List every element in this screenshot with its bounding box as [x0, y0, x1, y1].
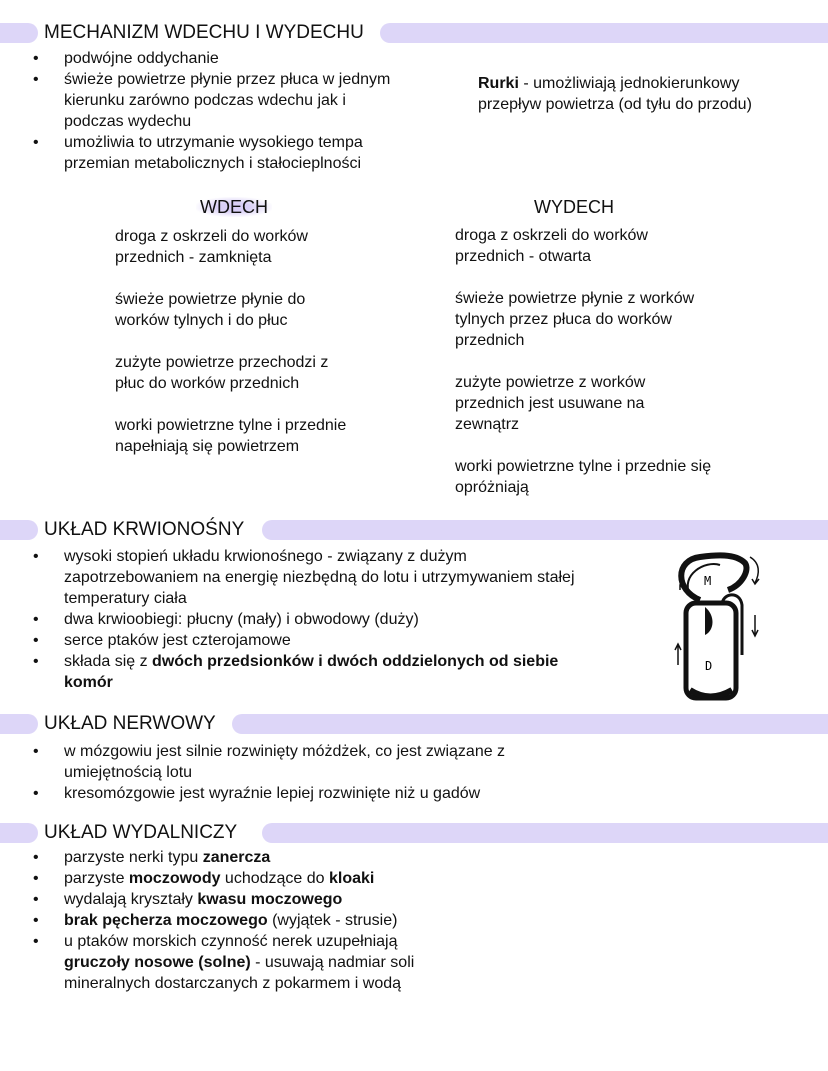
rurki-note	[478, 73, 798, 115]
section-header-wydalniczy	[0, 821, 828, 845]
arrow-icon	[750, 557, 759, 584]
section-title: MECHANIZM WDECHU I WYDECHU	[44, 22, 364, 43]
wdech-column	[115, 226, 375, 478]
label-m: M	[704, 574, 712, 588]
wydech-heading: WYDECH	[534, 197, 614, 217]
heart-diagram	[660, 545, 780, 705]
header-decor-right	[262, 520, 828, 540]
wydech-item: droga z oskrzeli do worków przednich - otwarta	[455, 227, 648, 265]
header-decor-right	[262, 823, 828, 843]
list-item: • dwa krwioobiegi: płucny (mały) i obwodowy (duży)	[0, 609, 600, 630]
list-item: • umożliwia to utrzymanie wysokiego tempa przemian metabolicznych i stałocieplności	[0, 132, 420, 174]
section-title: UKŁAD KRWIONOŚNY	[44, 519, 245, 540]
wdech-item: zużyte powietrze przechodzi z płuc do worków przednich	[115, 354, 329, 392]
wdech-item: worki powietrzne tylne i przednie napełniają się powietrzem	[115, 417, 347, 455]
krwionosny-bullets	[0, 546, 600, 693]
list-item: • składa się z dwóch przedsionków i dwóch oddzielonych od siebie komór	[0, 651, 564, 693]
list-item: • kresomózgowie jest wyraźnie lepiej rozwinięte niż u gadów	[0, 783, 600, 804]
wdech-heading: WDECH	[196, 196, 272, 218]
wydalniczy-bullets	[0, 847, 600, 994]
wydech-item: worki powietrzne tylne i przednie się opróżniają	[455, 458, 712, 496]
header-decor-left	[0, 823, 38, 843]
header-decor-right	[380, 23, 828, 43]
list-item: • parzyste nerki typu zanercza	[0, 847, 600, 868]
list-item: • u ptaków morskich czynność nerek uzupełniają gruczoły nosowe (solne) - usuwają nadmiar soli mineralnych dostarczanych z pokarmem i wodą	[0, 931, 464, 994]
mechanizm-bullets	[0, 48, 420, 174]
wdech-item: świeże powietrze płynie do worków tylnych i do płuc	[115, 291, 306, 329]
list-item: • podwójne oddychanie	[0, 48, 420, 69]
wydech-item: zużyte powietrze z worków przednich jest usuwane na zewnątrz	[455, 374, 646, 433]
list-item: • parzyste moczowody uchodzące do kloaki	[0, 868, 600, 889]
list-item: • świeże powietrze płynie przez płuca w jednym kierunku zarówno podczas wdechu jak i podczas wydechu	[0, 69, 409, 132]
list-item: • brak pęcherza moczowego (wyjątek - strusie)	[0, 910, 600, 931]
header-decor-left	[0, 23, 38, 43]
list-item: • wysoki stopień układu krwionośnego - związany z dużym zapotrzebowaniem na energię niezbędną do lotu i utrzymywaniem stałej temperatury ciała	[0, 546, 592, 609]
rurki-text: - umożliwiają jednokierunkowy przepływ powietrza (od tyłu do przodu)	[478, 75, 752, 113]
header-decor-left	[0, 520, 38, 540]
header-decor-right	[232, 714, 828, 734]
rurki-term: Rurki	[478, 75, 519, 92]
header-decor-left	[0, 714, 38, 734]
list-item: • w mózgowiu jest silnie rozwinięty móżdżek, co jest związane z umiejętnością lotu	[0, 741, 564, 783]
nerwowy-bullets	[0, 741, 600, 804]
section-header-mechanizm	[0, 21, 828, 45]
arrow-up-icon	[675, 644, 681, 665]
list-item: • serce ptaków jest czterojamowe	[0, 630, 600, 651]
wydech-item: świeże powietrze płynie z worków tylnych przez płuca do worków przednich	[455, 290, 695, 349]
section-header-nerwowy	[0, 712, 828, 736]
wydech-column	[455, 225, 725, 519]
wdech-item: droga z oskrzeli do worków przednich - zamknięta	[115, 228, 308, 266]
arrow-down-icon	[752, 615, 758, 636]
section-title: UKŁAD NERWOWY	[44, 713, 216, 734]
section-title: UKŁAD WYDALNICZY	[44, 822, 238, 843]
label-d: D	[705, 659, 713, 673]
list-item: • wydalają kryształy kwasu moczowego	[0, 889, 600, 910]
section-header-krwionosny	[0, 518, 828, 542]
